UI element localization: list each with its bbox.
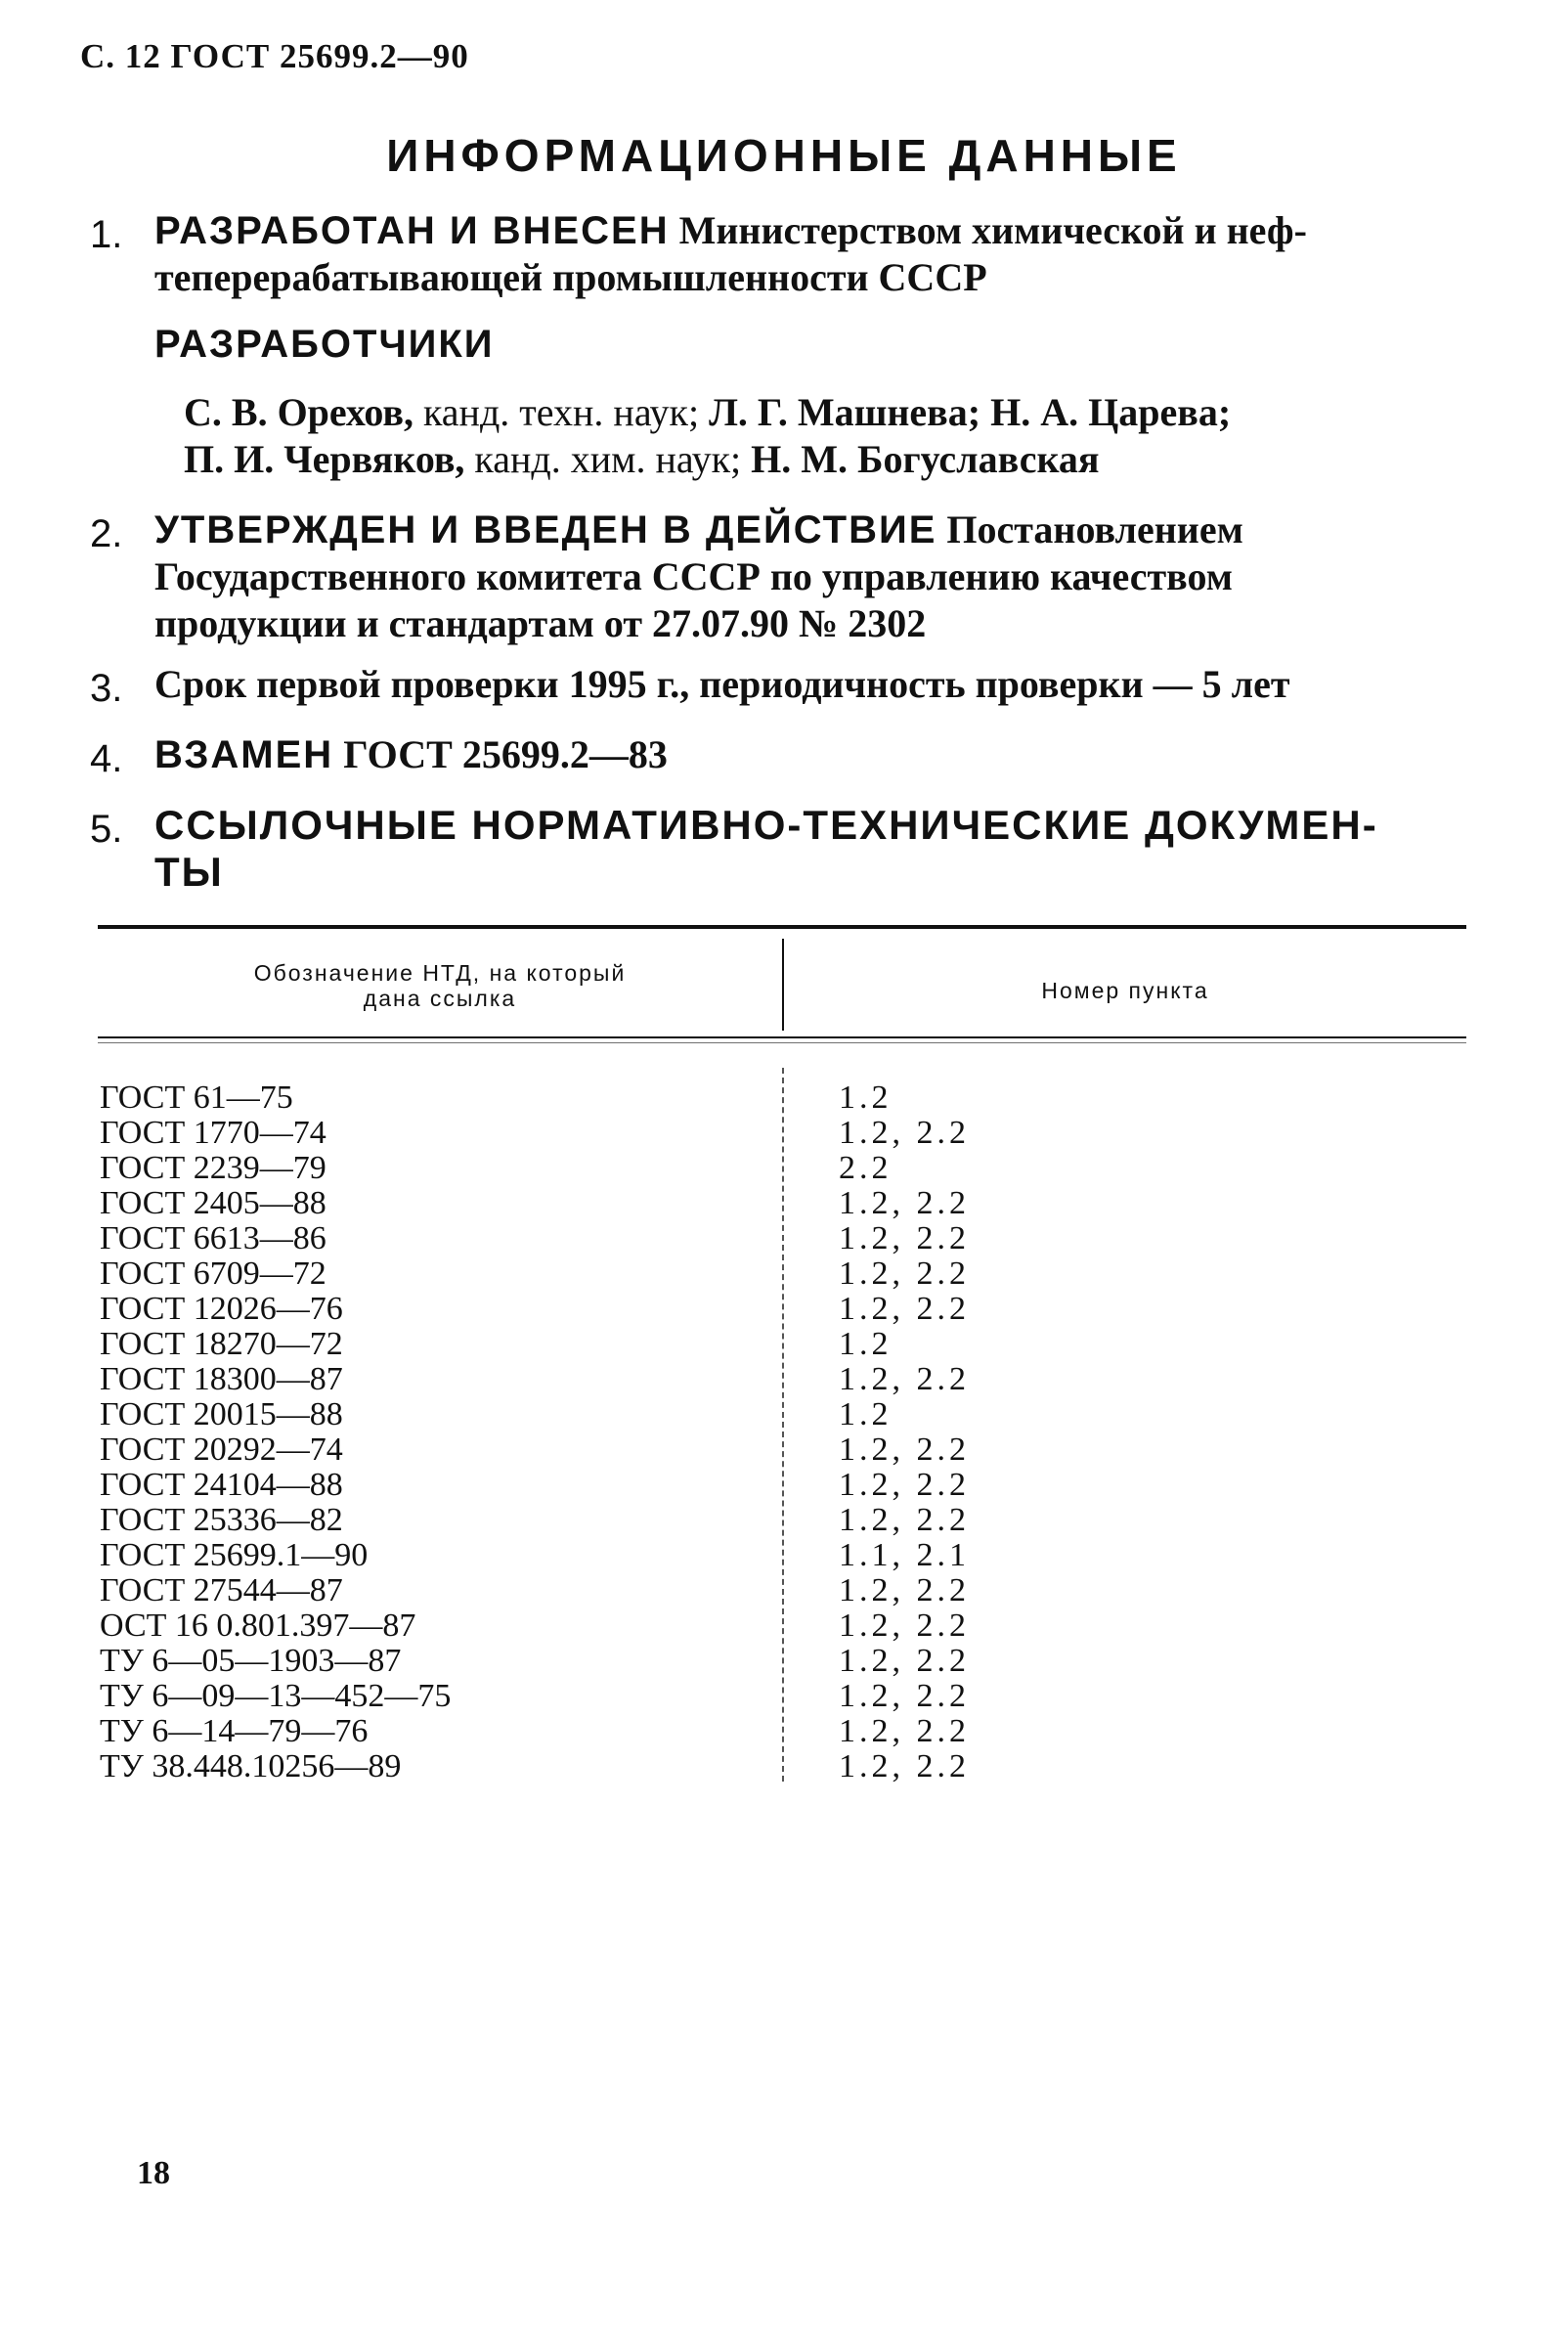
table-row-points: 1.2, 2.2	[839, 1502, 970, 1538]
table-row-ntd: ГОСТ 24104—88	[100, 1467, 343, 1503]
table-row-ntd: ГОСТ 25699.1—90	[100, 1537, 369, 1573]
item-2-lead: УТВЕРЖДЕН И ВВЕДЕН В ДЕЙСТВИЕ	[154, 508, 937, 551]
table-top-rule	[98, 925, 1466, 929]
table-row-points: 1.2	[839, 1079, 893, 1116]
item-5-line1: ССЫЛОЧНЫЕ НОРМАТИВНО-ТЕХНИЧЕСКИЕ ДОКУМЕН-	[154, 802, 1378, 848]
item-5-text	[154, 802, 1466, 896]
table-row-ntd: ГОСТ 61—75	[100, 1079, 293, 1116]
item-4-number: 4.	[90, 737, 123, 780]
table-row-points: 1.2, 2.2	[839, 1291, 970, 1327]
item-5-line2: ТЫ	[154, 849, 224, 895]
table-row-points: 1.1, 2.1	[839, 1537, 970, 1573]
item-4-text	[154, 731, 668, 778]
table-row-points: 1.2, 2.2	[839, 1255, 970, 1292]
table-row-ntd: ГОСТ 18270—72	[100, 1326, 343, 1362]
table-row-ntd: ГОСТ 2239—79	[100, 1150, 327, 1186]
table-row-points: 1.2, 2.2	[839, 1678, 970, 1714]
item-2-text	[154, 506, 1464, 647]
item-1-text-line2: теперерабатывающей промышленности СССР	[154, 255, 987, 299]
table-row-ntd: ГОСТ 25336—82	[100, 1502, 343, 1538]
item-3-text: Срок первой проверки 1995 г., периодичность проверки — 5 лет	[154, 662, 1290, 706]
table-header-points: Номер пункта	[1041, 978, 1209, 1003]
table-row-points: 1.2, 2.2	[839, 1643, 970, 1679]
table-row-ntd: ТУ 6—09—13—452—75	[100, 1678, 452, 1714]
developer-names: Л. Г. Машнева; Н. А. Царева;	[709, 390, 1232, 434]
item-2-line1: Постановлением	[936, 507, 1243, 551]
table-row-points: 1.2, 2.2	[839, 1220, 970, 1256]
item-4-lead: ВЗАМЕН	[154, 733, 334, 776]
developer-degree: канд. техн. наук;	[413, 390, 710, 434]
table-row-ntd: ГОСТ 20015—88	[100, 1396, 343, 1432]
table-row-ntd: ГОСТ 6709—72	[100, 1255, 327, 1292]
table-row-ntd: ГОСТ 18300—87	[100, 1361, 343, 1397]
page-header: С. 12 ГОСТ 25699.2—90	[80, 37, 469, 75]
table-row-points: 1.2	[839, 1326, 893, 1362]
table-row-ntd: ГОСТ 20292—74	[100, 1431, 343, 1468]
table-row-ntd: ГОСТ 2405—88	[100, 1185, 327, 1221]
table-row-points: 2.2	[839, 1150, 893, 1186]
developers-heading: РАЗРАБОТЧИКИ	[154, 323, 495, 366]
table-row-ntd: ГОСТ 12026—76	[100, 1291, 343, 1327]
table-row-ntd: ГОСТ 27544—87	[100, 1572, 343, 1608]
item-4-standard: ГОСТ 25699.2—83	[333, 732, 668, 776]
page-title: ИНФОРМАЦИОННЫЕ ДАННЫЕ	[386, 130, 1182, 181]
table-row-points: 1.2, 2.2	[839, 1115, 970, 1151]
table-row-points: 1.2, 2.2	[839, 1748, 970, 1784]
developer-degree: канд. хим. наук;	[464, 437, 752, 481]
table-row-points: 1.2, 2.2	[839, 1572, 970, 1608]
table-header-rule-2	[98, 1042, 1466, 1043]
table-row-points: 1.2, 2.2	[839, 1361, 970, 1397]
table-row-points: 1.2, 2.2	[839, 1713, 970, 1749]
table-body-divider	[782, 1068, 784, 1782]
developer-name: Н. М. Богуславская	[751, 437, 1100, 481]
item-1-lead: РАЗРАБОТАН И ВНЕСЕН	[154, 209, 670, 252]
item-1-number: 1.	[90, 213, 123, 256]
developer-name: С. В. Орехов,	[184, 390, 414, 434]
table-row-points: 1.2, 2.2	[839, 1607, 970, 1644]
table-row-ntd: ГОСТ 1770—74	[100, 1115, 327, 1151]
table-header-ntd-line2: дана ссылка	[363, 986, 517, 1011]
table-header-rule	[98, 1036, 1466, 1038]
page-number: 18	[137, 2155, 170, 2191]
item-1-text-line1: Министерством химической и неф-	[669, 208, 1307, 252]
table-header-ntd-line1: Обозначение НТД, на который	[253, 960, 627, 986]
table-row-ntd: ОСТ 16 0.801.397—87	[100, 1607, 416, 1644]
item-2-number: 2.	[90, 512, 123, 555]
table-header-ntd	[98, 960, 782, 1011]
developer-name: П. И. Червяков,	[184, 437, 465, 481]
item-2-line3: продукции и стандартам от 27.07.90 № 2302	[154, 601, 927, 645]
table-row-points: 1.2, 2.2	[839, 1185, 970, 1221]
table-row-ntd: ТУ 6—14—79—76	[100, 1713, 369, 1749]
table-row-points: 1.2, 2.2	[839, 1431, 970, 1468]
table-row-points: 1.2	[839, 1396, 893, 1432]
table-row-points: 1.2, 2.2	[839, 1467, 970, 1503]
item-2-line2: Государственного комитета СССР по управлению качеством	[154, 554, 1233, 598]
item-1-text	[154, 207, 1464, 301]
table-row-ntd: ТУ 6—05—1903—87	[100, 1643, 402, 1679]
table-row-ntd: ГОСТ 6613—86	[100, 1220, 327, 1256]
item-3-number: 3.	[90, 667, 123, 710]
table-row-ntd: ТУ 38.448.10256—89	[100, 1748, 402, 1784]
item-5-number: 5.	[90, 808, 123, 851]
developers-list	[184, 389, 1462, 483]
